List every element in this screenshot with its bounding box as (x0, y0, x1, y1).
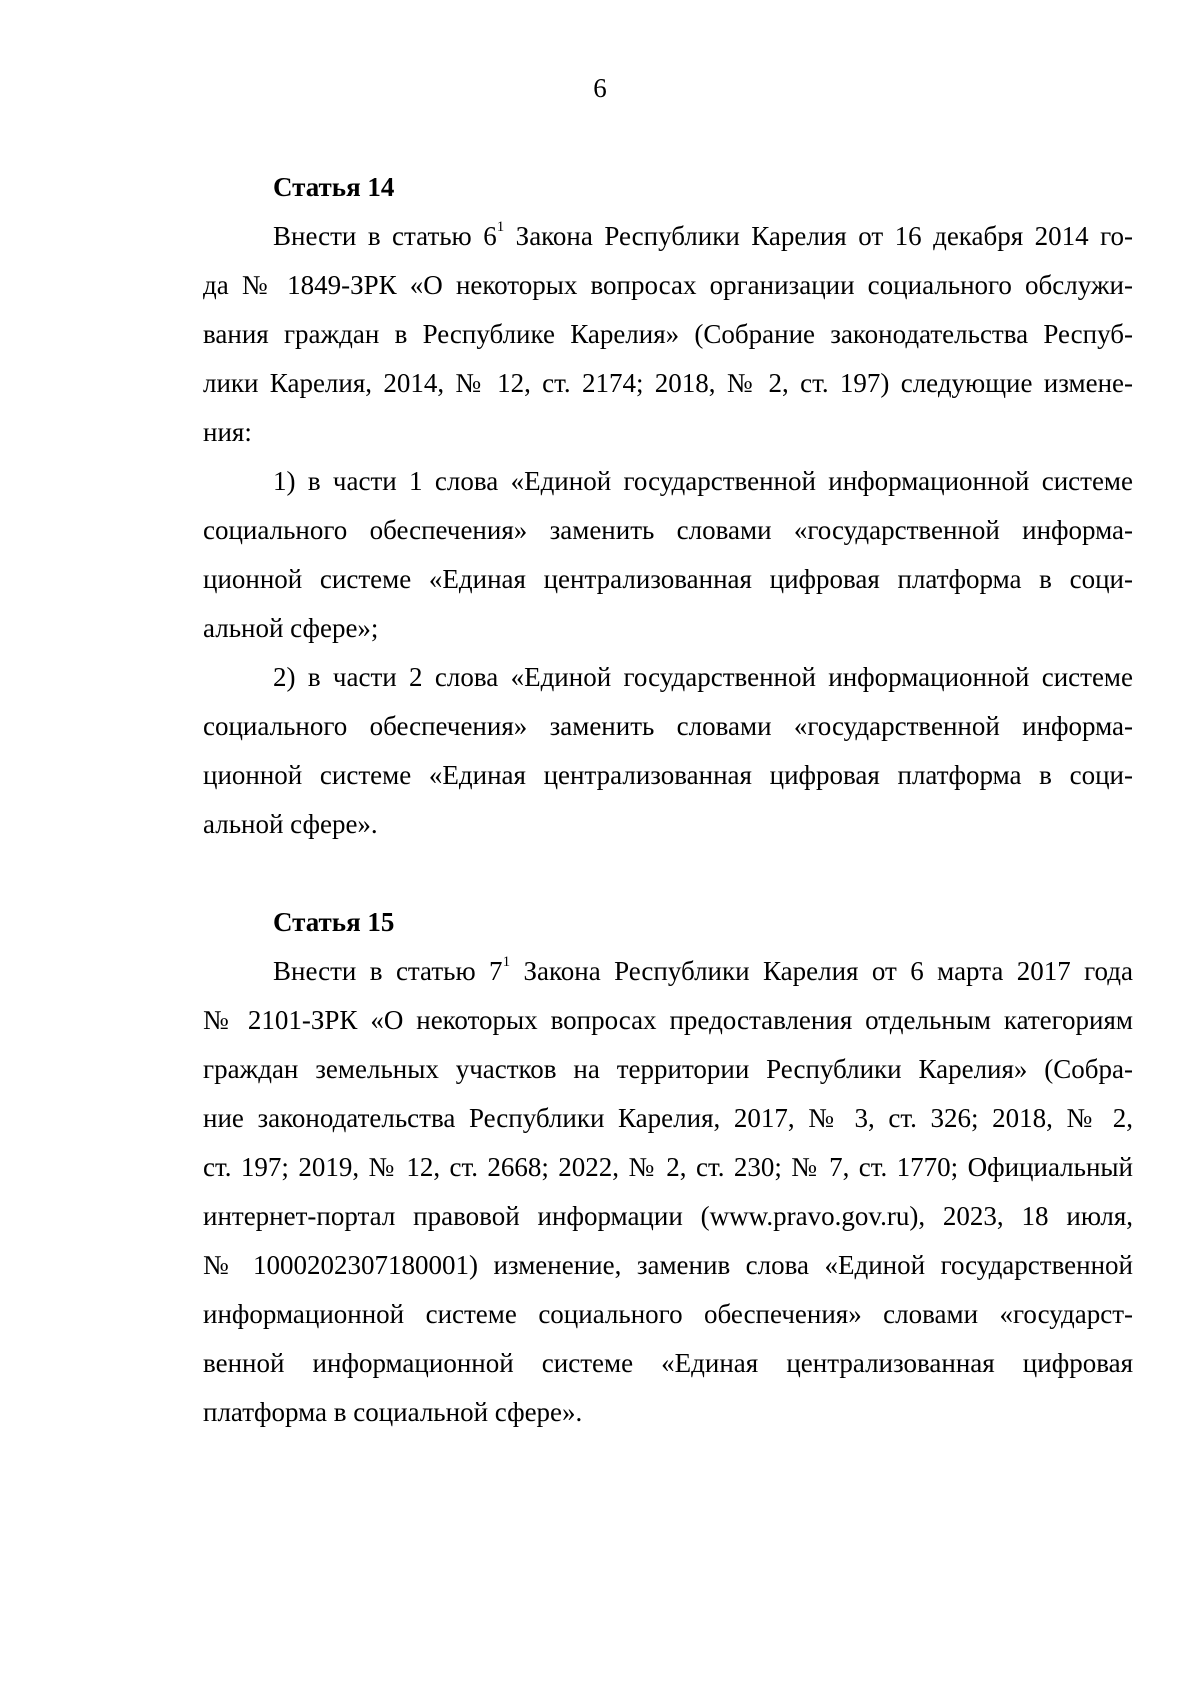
paragraph-line: платформа в социальной сфере». (203, 1397, 583, 1427)
text-fragment: Внести в статью 6 (273, 221, 497, 251)
paragraph-line (203, 212, 1133, 261)
paragraph-line: граждан земельных участков на территории Республики Карелия» (Собра- (203, 1054, 1133, 1084)
paragraph-line: венной информационной системе «Единая централизованная цифровая (203, 1348, 1133, 1378)
article-15 (203, 902, 1133, 1437)
text-fragment: Закона Республики Карелия от 16 декабря 2014 го- (504, 221, 1133, 251)
paragraph-line: интернет-портал правовой информации (www.pravo.gov.ru), 2023, 18 июля, (203, 1201, 1133, 1231)
paragraph-line (203, 947, 1133, 996)
superscript: 1 (496, 219, 505, 235)
superscript: 1 (502, 954, 511, 970)
list-item-line: альной сфере». (203, 809, 378, 839)
list-item-line: социального обеспечения» заменить словами «государственной информа- (203, 711, 1133, 741)
list-item-line: 1) в части 1 слова «Единой государственной информационной системе (273, 466, 1133, 496)
list-item-line: социального обеспечения» заменить словами «государственной информа- (203, 515, 1133, 545)
paragraph-line: ст. 197; 2019, № 12, ст. 2668; 2022, № 2, ст. 230; № 7, ст. 1770; Официальный (203, 1152, 1133, 1182)
paragraph-line: № 1000202307180001) изменение, заменив слова «Единой государственной (203, 1250, 1133, 1280)
paragraph-line: информационной системе социального обеспечения» словами «государст- (203, 1299, 1133, 1329)
paragraph-line: № 2101-ЗРК «О некоторых вопросах предоставления отдельным категориям (203, 1005, 1133, 1035)
list-item-line: ционной системе «Единая централизованная цифровая платформа в соци- (203, 760, 1133, 790)
paragraph-line: ние законодательства Республики Карелия, 2017, № 3, ст. 326; 2018, № 2, (203, 1103, 1133, 1133)
text-fragment: Внести в статью 7 (273, 956, 503, 986)
list-item-line: ционной системе «Единая централизованная цифровая платформа в соци- (203, 564, 1133, 594)
list-item-line: 2) в части 2 слова «Единой государственной информационной системе (273, 662, 1133, 692)
paragraph-line: лики Карелия, 2014, № 12, ст. 2174; 2018, № 2, ст. 197) следующие измене- (203, 368, 1133, 398)
text-fragment: Закона Республики Карелия от 6 марта 2017 года (510, 956, 1134, 986)
paragraph-line: да № 1849-ЗРК «О некоторых вопросах организации социального обслужи- (203, 270, 1133, 300)
paragraph-line: ния: (203, 417, 252, 447)
list-item-line: альной сфере»; (203, 613, 379, 643)
article-heading: Статья 14 (273, 172, 395, 202)
page-number: 6 (593, 73, 607, 103)
article-14 (203, 167, 1133, 849)
article-heading: Статья 15 (273, 907, 395, 937)
paragraph-line: вания граждан в Республике Карелия» (Собрание законодательства Респуб- (203, 319, 1133, 349)
